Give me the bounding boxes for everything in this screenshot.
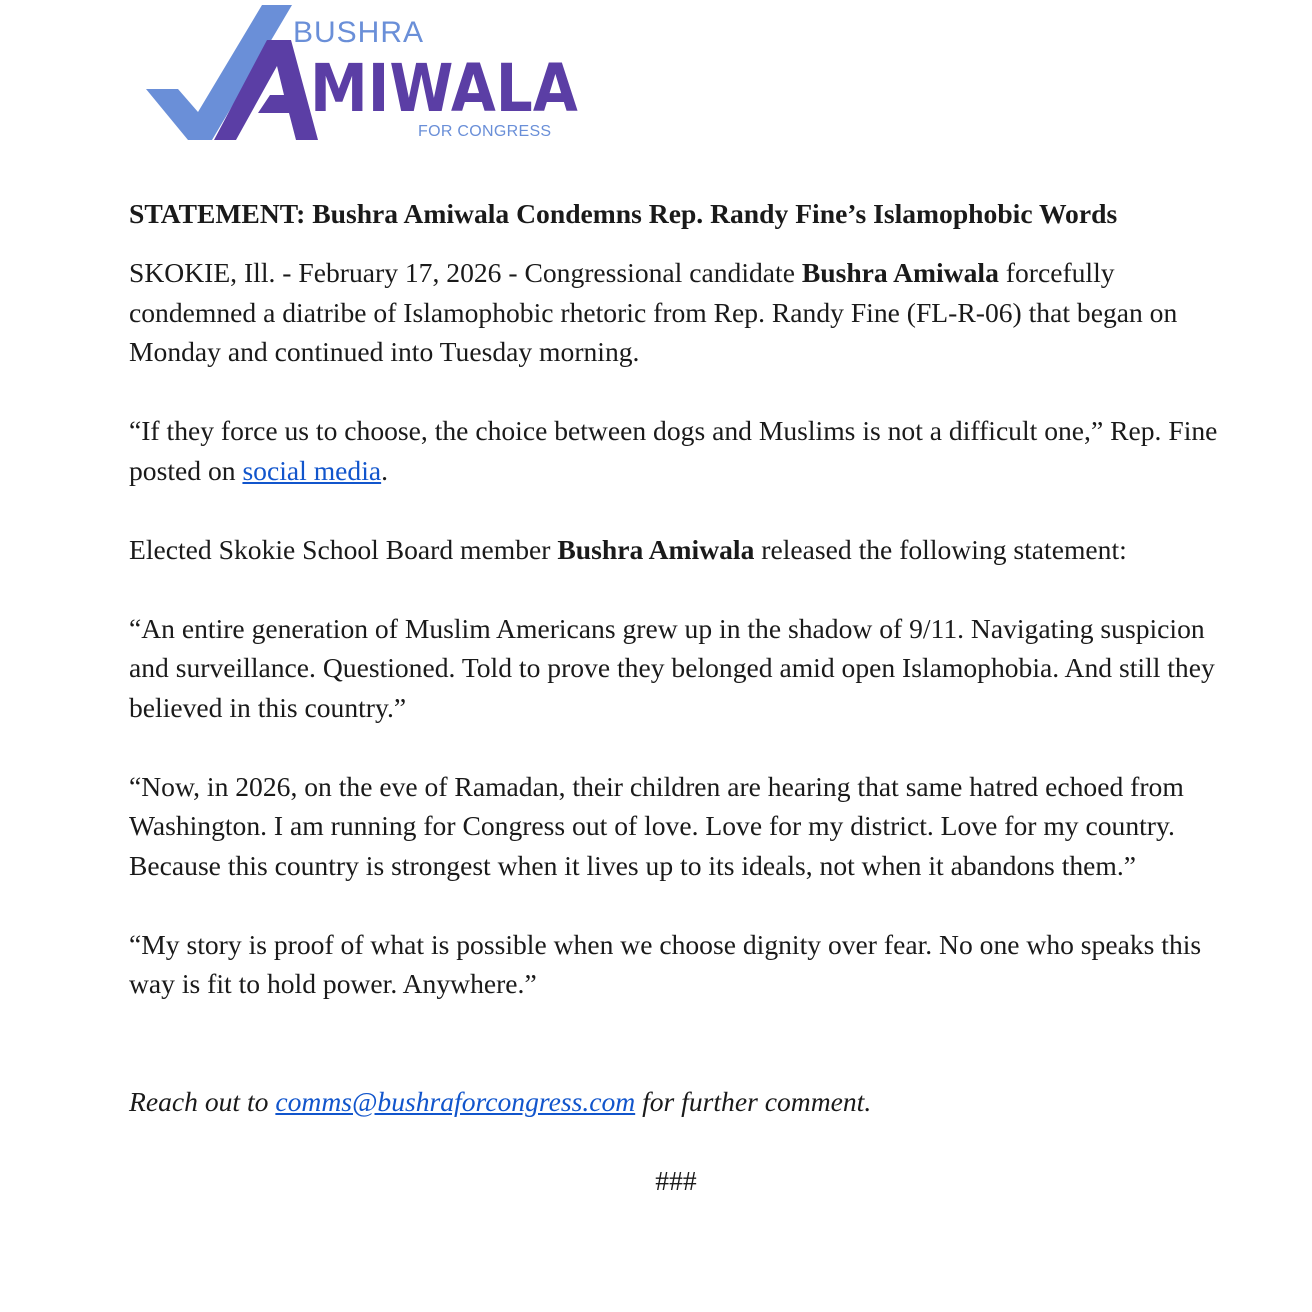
logo-tagline-text: FOR CONGRESS <box>418 123 552 140</box>
dateline-continuation: forcefully condemned a diatribe of Islamophobic rhetoric from Rep. Randy Fine (FL-R-06) that began on Monday and continued into Tuesday morning. <box>129 257 1178 367</box>
contact-paragraph <box>129 1082 1219 1122</box>
intro-continuation: released the following statement: <box>754 533 1127 565</box>
logo-name-text: BUSHRA <box>293 16 425 49</box>
fine-quote-text: “If they force us to choose, the choice between dogs and Muslims is not a difficult one,” Rep. Fine posted on <box>129 415 1218 486</box>
statement-quote-2: “Now, in 2026, on the eve of Ramadan, their children are hearing that same hatred echoed from Washington. I am running for Congress out of love. Love for my district. Love for my country. Because this country is strongest when it lives up to its ideals, not when it abandons them.” <box>129 770 1184 881</box>
dateline-paragraph <box>129 253 1219 372</box>
campaign-logo <box>140 0 578 150</box>
social-media-link[interactable]: social media <box>242 454 382 486</box>
statement-quote-3: “My story is proof of what is possible when we choose dignity over fear. No one who speaks this way is fit to hold power. Anywhere.” <box>129 928 1202 999</box>
statement-title: STATEMENT: Bushra Amiwala Condemns Rep. Randy Fine’s Islamophobic Words <box>129 198 1118 229</box>
press-release <box>129 196 1219 1201</box>
dateline-text: SKOKIE, Ill. - February 17, 2026 - Congressional candidate <box>129 257 802 288</box>
contact-text: Reach out to <box>129 1085 276 1117</box>
fine-quote-paragraph <box>129 411 1219 490</box>
intro-paragraph <box>129 530 1219 570</box>
candidate-name: Bushra Amiwala <box>557 533 755 565</box>
contact-text-end: for further comment. <box>635 1085 872 1117</box>
end-mark: ### <box>655 1165 697 1196</box>
fine-quote-end: . <box>381 454 389 486</box>
candidate-name: Bushra Amiwala <box>801 257 999 288</box>
statement-quote-1: “An entire generation of Muslim Americans grew up in the shadow of 9/11. Navigating suspicion and surveillance. Questioned. Told to prove they belonged amid open Islamophobia. And still they believed in this country.” <box>129 612 1215 723</box>
contact-email-link[interactable]: comms@bushraforcongress.com <box>275 1085 636 1117</box>
intro-text: Elected Skokie School Board member <box>129 533 558 565</box>
logo-surname-text: MIWALA <box>310 50 578 127</box>
